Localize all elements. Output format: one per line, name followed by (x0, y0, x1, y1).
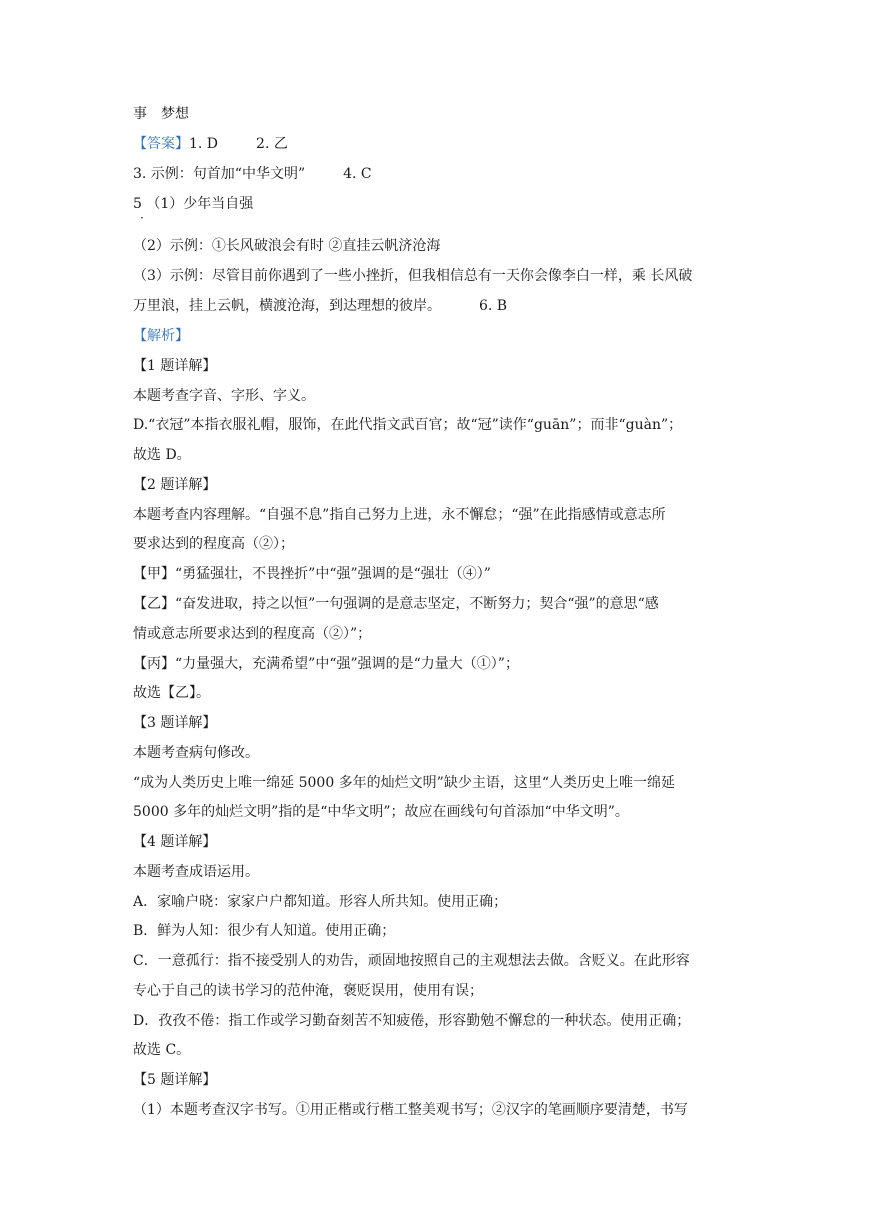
section-heading: 【2 题详解】 (133, 477, 217, 493)
text-line: D.“衣冠”本指衣服礼帽，服饰，在此代指文武百官；故“冠”读作“guān”；而非“guàn”； (133, 417, 683, 433)
answer-line (133, 134, 741, 154)
answer-2: 2. 乙 (256, 136, 288, 152)
answer-1: 1. D (189, 136, 219, 152)
section-heading: 【5 题详解】 (133, 1072, 217, 1088)
section-heading: 【4 题详解】 (133, 834, 217, 850)
text-line: 情或意志所要求达到的程度高（②）”； (133, 626, 372, 642)
section-heading: 【1 题详解】 (133, 358, 217, 374)
text-line: A．家喻户晓：家家户户都知道。形容人所共知。使用正确； (133, 894, 508, 910)
text-line: 5000 多年的灿烂文明”指的是“中华文明”；故应在画线句句首添加“中华文明”。 (133, 804, 629, 820)
text-line: D．孜孜不倦：指工作或学习勤奋刻苦不知疲倦，形容勤勉不懈怠的一种状态。使用正确； (133, 1013, 691, 1029)
text-line: 事 梦想 (133, 106, 189, 122)
text-line: 本题考查内容理解。“自强不息”指自己努力上进，永不懈怠；“强”在此指感情或意志所 (133, 507, 666, 523)
text-line: 【丙】“力量强大，充满希望”中“强”强调的是“力量大（①）”； (133, 656, 519, 672)
answer-3: 3. 示例：句首加“中华文明” (133, 166, 306, 182)
text-line: 本题考查字音、字形、字义。 (133, 388, 315, 404)
answer-4: 4. C (343, 166, 372, 182)
text-line: 5 （1）少年当自强 (133, 196, 254, 212)
text-line: 故选 C。 (133, 1042, 191, 1058)
text-line: 本题考查病句修改。 (133, 745, 259, 761)
analysis-label: 【解析】 (133, 328, 189, 344)
text-line: 【乙】“奋发进取，持之以恒”一句强调的是意志坚定，不断努力；契合“强”的意思“感 (133, 596, 659, 612)
text-line: C．一意孤行：指不接受别人的劝告，顽固地按照自己的主观想法去做。含贬义。在此形容 (133, 953, 690, 969)
text-line: 要求达到的程度高（②）； (133, 536, 294, 552)
text-line: （2）示例：①长风破浪会有时 ②直挂云帆济沧海 (133, 238, 441, 254)
answer-line (133, 164, 741, 184)
text-line: 故选【乙】。 (133, 685, 210, 701)
text-line: （3）示例：尽管目前你遇到了一些小挫折，但我相信总有一天你会像李白一样，乘 长风破 (133, 268, 693, 284)
text-line: （1）本题考查汉字书写。①用正楷或行楷工整美观书写；②汉字的笔画顺序要清楚，书写 (133, 1102, 688, 1118)
text-line: B．鲜为人知：很少有人知道。使用正确； (133, 923, 396, 939)
bullet-dot: · (140, 211, 144, 225)
text-line: 故选 D。 (133, 447, 191, 463)
text-span: 万里浪，挂上云帆，横渡沧海，到达理想的彼岸。 (133, 298, 441, 314)
text-line: 【甲】“勇猛强壮，不畏挫折”中“强”强调的是“强壮（④）” (133, 566, 491, 582)
answer-6: 6. B (479, 298, 508, 314)
text-line: “成为人类历史上唯一绵延 5000 多年的灿烂文明”缺少主语，这里“人类历史上唯一绵延 (133, 775, 675, 791)
text-line: 本题考查成语运用。 (133, 864, 259, 880)
answer-line (133, 296, 741, 316)
section-heading: 【3 题详解】 (133, 715, 217, 731)
text-line: 专心于自己的读书学习的范仲淹，褒贬误用，使用有误； (133, 983, 483, 999)
answer-label: 【答案】 (133, 136, 189, 152)
